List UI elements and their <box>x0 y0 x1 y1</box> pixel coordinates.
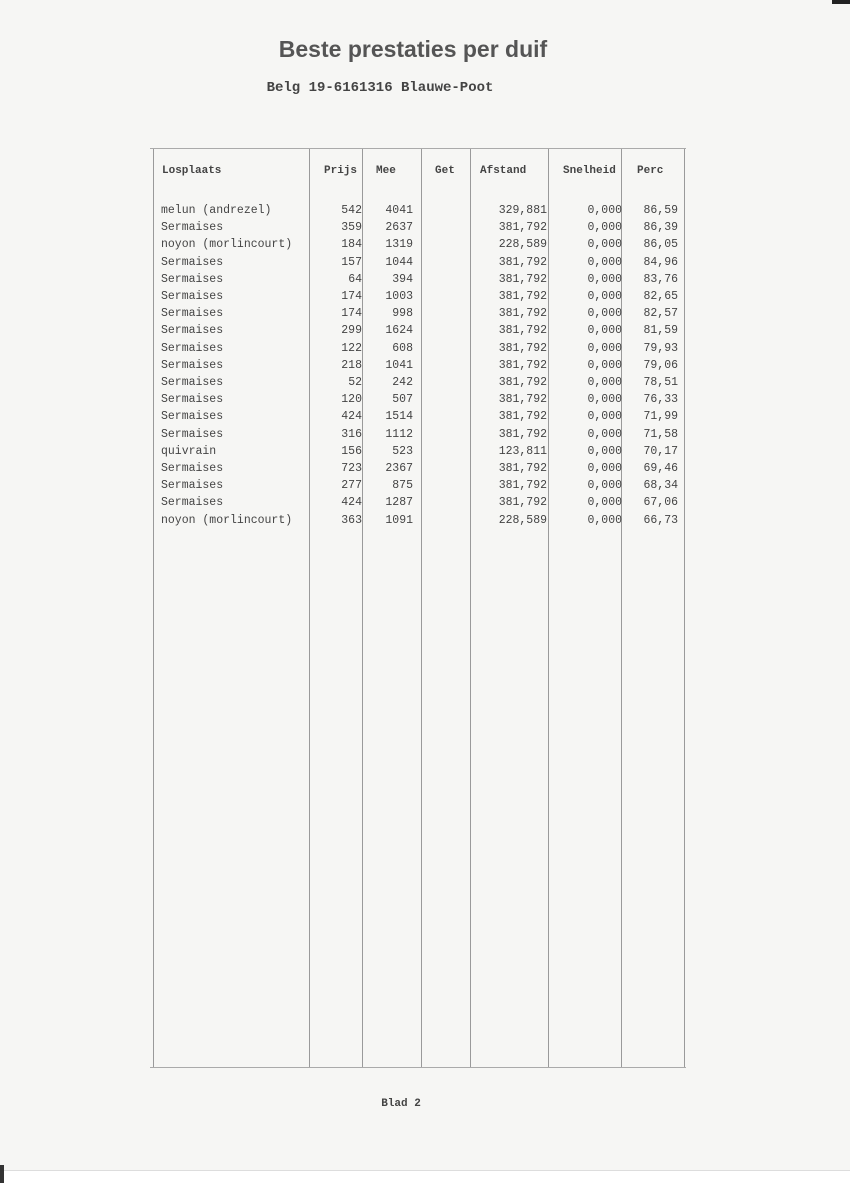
cell-mee: 1287 <box>385 496 413 510</box>
cell-losplaats: Sermaises <box>161 307 224 321</box>
table-row <box>150 428 686 445</box>
cell-afstand: 381,792 <box>498 358 547 372</box>
table-row <box>150 479 686 496</box>
cell-perc: 86,59 <box>643 204 678 217</box>
header-mee: Mee <box>376 165 396 177</box>
cell-perc: 81,59 <box>643 324 678 338</box>
cell-prijs: 277 <box>341 479 362 493</box>
table-row <box>150 256 686 273</box>
cell-losplaats: noyon (morlincourt) <box>161 238 293 252</box>
cell-prijs: 316 <box>341 427 362 441</box>
cell-perc: 76,33 <box>643 393 678 407</box>
cell-prijs: 424 <box>341 496 362 510</box>
table-row <box>150 221 686 238</box>
cell-perc: 78,51 <box>643 376 678 389</box>
cell-mee: 507 <box>392 393 413 407</box>
cell-snelheid: 0,000 <box>587 393 622 407</box>
cell-afstand: 381,792 <box>498 290 547 303</box>
cell-snelheid: 0,000 <box>587 221 622 235</box>
cell-prijs: 299 <box>341 324 362 338</box>
cell-losplaats: Sermaises <box>161 496 224 510</box>
cell-snelheid: 0,000 <box>587 444 622 458</box>
cell-prijs: 156 <box>341 444 362 458</box>
cell-afstand: 381,792 <box>498 341 547 355</box>
cell-losplaats: Sermaises <box>161 410 224 424</box>
cell-mee: 2367 <box>385 462 413 475</box>
cell-losplaats: quivrain <box>161 444 217 458</box>
cell-perc: 71,58 <box>643 427 678 441</box>
header-afstand: Afstand <box>480 165 527 177</box>
cell-perc: 71,99 <box>643 410 678 424</box>
cell-prijs: 218 <box>341 358 362 372</box>
page-title: Beste prestaties per duif <box>278 36 548 62</box>
cell-mee: 1624 <box>385 324 413 338</box>
cell-afstand: 228,589 <box>498 238 547 252</box>
scan-edge-mark <box>832 0 850 4</box>
cell-afstand: 329,881 <box>498 204 547 217</box>
cell-perc: 69,46 <box>643 462 678 475</box>
cell-afstand: 381,792 <box>498 462 547 475</box>
cell-prijs: 64 <box>348 272 362 286</box>
cell-mee: 1041 <box>385 358 413 372</box>
cell-losplaats: Sermaises <box>161 341 224 355</box>
cell-snelheid: 0,000 <box>587 376 622 389</box>
pigeon-id-subtitle: Belg 19-6161316 Blauwe-Poot <box>266 80 494 96</box>
table-row <box>150 445 686 462</box>
table-row <box>150 342 686 359</box>
cell-snelheid: 0,000 <box>587 462 622 475</box>
cell-afstand: 381,792 <box>498 479 547 493</box>
cell-snelheid: 0,000 <box>587 290 622 303</box>
page-number: Blad 2 <box>381 1098 421 1110</box>
cell-snelheid: 0,000 <box>587 238 622 252</box>
cell-prijs: 157 <box>341 255 362 269</box>
header-perc: Perc <box>637 165 664 177</box>
scan-bottom-edge <box>0 1170 850 1183</box>
cell-perc: 83,76 <box>643 272 678 286</box>
header-get: Get <box>435 165 455 177</box>
cell-prijs: 174 <box>341 290 362 303</box>
cell-mee: 1514 <box>385 410 413 424</box>
cell-afstand: 381,792 <box>498 255 547 269</box>
scan-edge-mark <box>0 1165 4 1183</box>
cell-perc: 84,96 <box>643 255 678 269</box>
cell-prijs: 184 <box>341 238 362 252</box>
cell-snelheid: 0,000 <box>587 324 622 338</box>
header-losplaats: Losplaats <box>162 165 222 177</box>
table-row <box>150 204 686 221</box>
cell-prijs: 363 <box>341 513 362 527</box>
header-prijs: Prijs <box>324 165 358 177</box>
cell-perc: 67,06 <box>643 496 678 510</box>
cell-mee: 1112 <box>385 427 413 441</box>
table-row <box>150 273 686 290</box>
cell-snelheid: 0,000 <box>587 341 622 355</box>
cell-losplaats: Sermaises <box>161 324 224 338</box>
cell-afstand: 381,792 <box>498 221 547 235</box>
cell-prijs: 174 <box>341 307 362 321</box>
cell-afstand: 381,792 <box>498 376 547 389</box>
cell-mee: 2637 <box>385 221 413 235</box>
cell-perc: 79,93 <box>643 341 678 355</box>
cell-losplaats: Sermaises <box>161 255 224 269</box>
cell-mee: 4041 <box>385 204 413 217</box>
cell-snelheid: 0,000 <box>587 358 622 372</box>
cell-afstand: 123,811 <box>498 444 547 458</box>
cell-afstand: 381,792 <box>498 427 547 441</box>
cell-losplaats: Sermaises <box>161 290 224 303</box>
table-row <box>150 410 686 427</box>
cell-afstand: 381,792 <box>498 393 547 407</box>
cell-prijs: 122 <box>341 341 362 355</box>
cell-afstand: 381,792 <box>498 410 547 424</box>
cell-losplaats: noyon (morlincourt) <box>161 513 293 527</box>
cell-afstand: 381,792 <box>498 307 547 321</box>
cell-afstand: 381,792 <box>498 324 547 338</box>
cell-snelheid: 0,000 <box>587 513 622 527</box>
cell-prijs: 723 <box>341 462 362 475</box>
table-row <box>150 238 686 255</box>
cell-losplaats: Sermaises <box>161 358 224 372</box>
cell-afstand: 228,589 <box>498 513 547 527</box>
cell-losplaats: Sermaises <box>161 221 224 235</box>
cell-prijs: 359 <box>341 221 362 235</box>
cell-snelheid: 0,000 <box>587 307 622 321</box>
cell-prijs: 52 <box>348 376 362 389</box>
cell-prijs: 424 <box>341 410 362 424</box>
table-row <box>150 324 686 341</box>
table-row <box>150 393 686 410</box>
cell-losplaats: Sermaises <box>161 479 224 493</box>
cell-perc: 79,06 <box>643 358 678 372</box>
cell-perc: 70,17 <box>643 444 678 458</box>
results-table <box>150 148 686 1068</box>
cell-snelheid: 0,000 <box>587 204 622 217</box>
table-row <box>150 290 686 307</box>
table-row <box>150 496 686 513</box>
cell-snelheid: 0,000 <box>587 496 622 510</box>
cell-losplaats: Sermaises <box>161 376 224 389</box>
cell-mee: 1044 <box>385 255 413 269</box>
cell-mee: 523 <box>392 444 413 458</box>
cell-afstand: 381,792 <box>498 496 547 510</box>
cell-losplaats: melun (andrezel) <box>161 204 272 217</box>
cell-prijs: 542 <box>341 204 362 217</box>
cell-mee: 394 <box>392 272 413 286</box>
cell-losplaats: Sermaises <box>161 462 224 475</box>
cell-losplaats: Sermaises <box>161 272 224 286</box>
table-row <box>150 359 686 376</box>
cell-snelheid: 0,000 <box>587 410 622 424</box>
cell-mee: 1003 <box>385 290 413 303</box>
cell-afstand: 381,792 <box>498 272 547 286</box>
cell-prijs: 120 <box>341 393 362 407</box>
cell-losplaats: Sermaises <box>161 393 224 407</box>
cell-perc: 68,34 <box>643 479 678 493</box>
cell-mee: 875 <box>392 479 413 493</box>
cell-mee: 1319 <box>385 238 413 252</box>
table-row <box>150 376 686 393</box>
cell-snelheid: 0,000 <box>587 427 622 441</box>
cell-perc: 66,73 <box>643 513 678 527</box>
cell-perc: 82,65 <box>643 290 678 303</box>
table-row <box>150 462 686 479</box>
table-row <box>150 514 686 531</box>
cell-snelheid: 0,000 <box>587 255 622 269</box>
cell-mee: 608 <box>392 341 413 355</box>
cell-mee: 242 <box>392 376 413 389</box>
cell-perc: 82,57 <box>643 307 678 321</box>
cell-perc: 86,39 <box>643 221 678 235</box>
cell-perc: 86,05 <box>643 238 678 252</box>
header-snelheid: Snelheid <box>563 165 616 177</box>
cell-snelheid: 0,000 <box>587 272 622 286</box>
cell-mee: 998 <box>392 307 413 321</box>
cell-mee: 1091 <box>385 513 413 527</box>
cell-losplaats: Sermaises <box>161 427 224 441</box>
cell-snelheid: 0,000 <box>587 479 622 493</box>
table-row <box>150 307 686 324</box>
